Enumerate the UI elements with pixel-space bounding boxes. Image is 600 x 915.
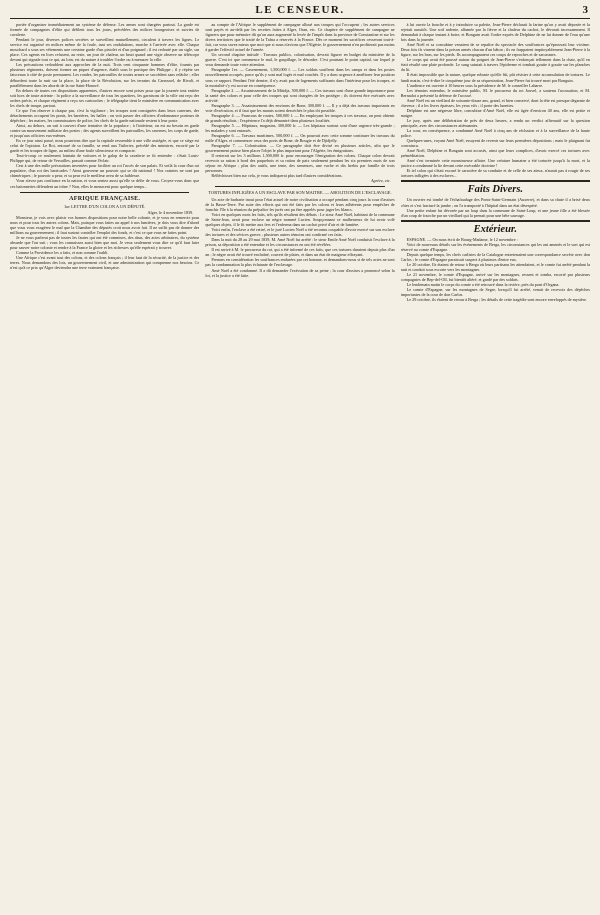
- paragraph: Monsieur, je vois avec plaisir vos bonnes dispositions pour notre belle colonie, et je vous en remercie pour nous et pour tous les autres colons. Mais, puisque vous faites un appel à nos lumières, je dois vous dire d'abord que vous vous exagérez le mal que la Chambre des députés croit nous avoir fait. Il ne suffit pas de donner des millions au gouvernement ; il faut surtout contrôler l'emploi des fonds, et c'est ce que vous ne faites point.: [10, 214, 200, 236]
- section-heading-faits-divers: Faits Divers.: [467, 184, 524, 196]
- paragraph: Le 20 octobre, Ils étaient de retour à Berga où leurs partisans les attendaient, et le comte fut arrêté pendant la nuit et conduit sous escorte vers les montagnes.: [400, 261, 590, 272]
- paragraph: Paragraphe 5. — Hôpitaux, magasins, 300,000 fr. — Les hôpitaux surtout sont d'une urgence très-grande ; les malades y sont entassés.: [205, 122, 395, 133]
- paragraph: Amé s'est terminée cette monstrueuse affaire. Une créature humaine a été torturée jusqu'à la mort, et la justice a condamné la lie devant cette exécrable doctrine !: [400, 158, 590, 169]
- paragraph: ESPAGNE. — On nous écrit de Bourg-Madame, le 12 novembre :: [406, 236, 518, 242]
- paragraph: Réfléchissez bien sur cela, je vous indiquerai plus tard d'autres considérations.: [211, 173, 343, 179]
- paragraph: Une petite enfant fut dévorée par un loup dans la commune de Saint-Loup, et une jeune fille a été blessée d'un coup de fourche par un vieillard qui la prenait pour une bête sauvage.: [400, 207, 590, 218]
- column-3: [401, 22, 590, 910]
- page-number: 3: [582, 4, 588, 16]
- paragraph: à lui ouvrir la bouche et à y introduire sa palette, Jean-Pierre déclarait la farine qu'on y avait déposée et la rejetait aussitôt. Une soif ardente, allumée par la fièvre et la chaleur du cachot, le dévorait incessamment. Il demandait à chaque instant à boire, et Bonguin avait l'ordre exprès de Delphine de ne lui donner de l'eau qu'une fois dans la journée.: [400, 22, 590, 43]
- paragraph: Il est arrivé à M. le procureur du roi, qui a été informé de ces faits, que ces tortures duraient depuis plus d'un an ; le nègre avait été trouvé enchaîné, couvert de plaies, et dans un état de maigreur effrayant.: [205, 247, 395, 258]
- masthead: [10, 4, 590, 19]
- newspaper-title: LE CENSEUR.: [255, 4, 345, 16]
- article-columns: [10, 22, 590, 910]
- paragraph: Paragraphe 1er. — Casernement, 1,500,000 f. — Les soldats souffrent dans les camps et dans les postes nouvellement occupés, parce qu'ils y sont mal logés et mal couchés. Il y a donc urgence à améliorer leur position sous ce rapport. Pendant l'été dernier, il n'y avait pas de logements suffisants dans l'intérieur pour les troupes, et la mortalité s'y est accrue en conséquence.: [205, 67, 395, 88]
- paragraph: Pendant le jour, diverses polices secrètes se surveillent mutuellement, circulent à travers les lignes. Le service est organisé en milices même de la foule, tant ses ondulations, marche à l'arrivée avec elle. Chaque mouchard a sous ses vêtements une certaine garde d'un pistolet et d'un poignard ; il est redouté par un sigle, sur place. Ces agents en lices refusent, au reste, un jour de chaleur, un bruit quand une vigie observe un téléscope devant qui signale tout ce qui, au loin, est du nature à troubler l'ordre ou à menacer la ville.: [10, 37, 200, 63]
- section-heading-exterieur: Extérieur.: [473, 223, 518, 235]
- section-divider: [401, 220, 590, 222]
- paragraph: Les précautions redoublent aux approches de la nuit. Trois cent cinquante hommes d'élite, fournis par plusieurs régiments, doivent former un piquet d'urgence, établi sous le portique des Philippe ; il y répète ses faisceaux à côté de poste permanent. Les rondes, les patrouilles de toutes armes se succèdent sans relâche ; elles débordent toute la nuit sur la place, la place de la Révolution, sur les terrains du Carrousel, de Rivoli, et parallèlement dans les abords de la rue Saint-Honoré.: [10, 62, 200, 88]
- paragraph: Le lendemain matin le corps du comte a été retrouvé dans la rivière, près du pont d'Organa.: [406, 282, 560, 288]
- paragraph: Paragraphe 7. — Colonisation. — Ce paragraphe doit être divisé en plusieurs articles, afin que le gouvernement puisse bien placer l'objet le plus important pour l'Algérie, les émigrations.: [205, 143, 395, 154]
- paragraph: Tout-à-coup ce roulement lointain de voitures et le galop de la cavalerie se fit entendre : c'était Louis-Philippe qui, de retour de Versailles, passait comme l'éclair.: [10, 153, 200, 164]
- paragraph: portée d'organiser immédiatement un système de défense. Les armes sont chargées partout. La garde est formée de compagnies d'élite qui défilent tous les jours, précédées des milices bourgeoises et suivies de cavalerie.: [10, 22, 200, 38]
- paragraph: Dans la nuit du 28 au 29 mai 1839, M. Amé Noël fut arrêté : le sieur Emile Amé Noël conduisit l'esclave à la prison, sa déposition a été entendue et les circonstances en ont été révélées.: [205, 237, 395, 248]
- paragraph: En dehors de toutes ces dispositions apparentes, d'autres encore sont prises pour que la journée tout entière soit hors de toute atteinte : la police a la surveillance de tous les quartiers, les garnisons de la ville ont reçu des ordres précis, et chaque régiment a reçu ses cartouches ; le télégraphe tient le ministère en communication avec les chefs de troupe, partout.: [10, 87, 200, 108]
- paragraph: Voici en quelques mots les faits, tels qu'ils résultent des débats : Le sieur Amé Noël, habitant de la commune de Saint-Jean, avait pour esclave un nègre nommé Lucien. Soupçonnant ce malheureux de lui avoir volé quelques objets, il le fit mettre aux fers et l'enferma dans un cachot privé d'air et de lumière.: [205, 212, 395, 228]
- paragraph: L'audience est ouverte à 10 heures sous la présidence de M. le conseiller Labarre.: [406, 82, 544, 88]
- paragraph: Comme la Providence les a faits, et non comme l'oubli.: [16, 250, 109, 256]
- paragraph: La cour, en conséquence, a condamné Amé Noël à cinq ans de réclusion et à la surveillance de la haute police.: [400, 127, 590, 139]
- letter-dateline: Alger, le 4 novembre 1839.: [147, 209, 194, 215]
- letter-signoff: Agréez, etc.: [371, 178, 391, 184]
- paragraph: Voici de nouveaux détails sur les événements de Berga, les circonstances qui les ont amenés et le sort qui est réservé au comte d'Espagne.: [400, 241, 590, 252]
- paragraph: au compte de l'Afrique le supplément de campagne alloué aux troupes qui l'occupent ; les autres services sont payés et au-delà par les recettes faites à Alger, Oran, etc. Ce chapitre de supplément de campagne ne figurera que pour mémoire dû qu'on aura augmenté la levée de l'impôt dans la province de Constantine et sur les divers territoires que le traité de la Tafna a réservés à la France. Dès ce moment les sacrifices cesseront tout-à-fait, car vous savez mieux que moi que si nous n'avions que l'Algérie, le gouvernement n'en profiterait pas moins à garder l'effectif actuel de l'armée.: [205, 22, 395, 53]
- paragraph: Amé Noël a été condamné. Il a dû demander l'exécution de sa peine ; la cour d'assises a prononcé selon la loi, et la justice a été faite.: [205, 267, 395, 278]
- paragraph: Amé Noël et sa concubine venaient de se repaître du spectacle des souffrances qu'éprouvait leur victime. Deux fois ils vinrent dans la prison armés chacun d'un bâton ; ils en frappaient impitoyablement Jean-Pierre à la figure, sur les bras, sur les pieds. Ils accompagnaient ces coups de reproches et de sarcasmes.: [400, 42, 590, 58]
- paragraph: Le 21 novembre, le comte d'Espagne, arrivé sur les montagnes, ressent et tomba, escorté par plusieurs compagnies de Bep-del-Oll, fut bientôt altéré, et gardé par des soldats.: [400, 271, 590, 283]
- paragraph: Le comte d'Espagne, sur les montagnes de Segre, lorsqu'il fut arrêté, venait de recevoir des dépêches importantes de la cour de don Carlos.: [400, 287, 590, 298]
- section-subheading: 1re LETTRE D'UN COLON A UN DÉPUTÉ.: [63, 203, 146, 209]
- section-heading-africa: AFRIQUE FRANÇAISE.: [69, 195, 141, 202]
- paragraph: Quelques-unes, voyant Amé Noël, essayent de revenir sur leurs premières dépositions ; mais le plaignant fut convaincu.: [400, 138, 590, 149]
- paragraph: Vous n'avez pas confiance en la nation, et vous sentez aussi qu'elle se défie de vous. Croyez-vous donc que ces baïonnettes défendent un trône ? Non, elles le menacent pour quelque temps...: [10, 178, 200, 189]
- paragraph: Un ouvrier est tombé de l'échafaudage des Ponts-Saint-Germain (Auxerre), et dans sa chute il a brisé deux côtes et s'est fracturé la jambe ; on l'a transporté à l'hôpital dans un état désespéré.: [400, 197, 590, 208]
- paragraph: Amé Noël est un vieillard de soixante-douze ans, grand, et bien conservé, dont la tête est presque dégarnie de cheveux ; il a les livres épaisses, les yeux vifs ; il porte des lunettes.: [400, 97, 590, 108]
- section-divider: [20, 192, 189, 193]
- paragraph: Le jury, après une délibération de près de deux heures, a rendu un verdict affirmatif sur la question principale, avec des circonstances atténuantes.: [400, 117, 590, 128]
- paragraph: Delphine est une négresse libre, concubine d'Amé Noël, elle est âgée d'environ 40 ans, elle est petite et maigre.: [400, 107, 590, 118]
- paragraph: Le corps qui avait été poussé autour du poignet de Jean-Pierre s'enfonçait tellement dans la chair, qu'il en était résulté une plaie profonde. Le sang suintait à travers l'épiderme et tombait goutte à goutte sur les planches du lit.: [400, 57, 590, 73]
- paragraph: Je ne vous parlerai pas de toutes les fautes qui ont été commises, des abus, des actes arbitraires, du système absurde que l'on suit ; vous les connaissez aussi bien que moi. Je veux seulement vous dire ce qu'il faut faire pour sauver notre colonie et rendre à la France la gloire et les richesses qu'elle espérait y trouver.: [10, 235, 200, 251]
- section-divider: [401, 180, 590, 182]
- paragraph: Ainsi, au dehors, on sait à couvert d'une tentative de la populace ; à l'intérieur, on est au besoin en garde contre un mouvement militaire des postes ; des agents surveillent les patrouilles, les casernes, les corps de garde, et jusqu'aux officiers eux-mêmes.: [10, 122, 200, 139]
- paragraph: Amé Noël, Delphine et Bonguin sont accusés, ainsi que leurs complices, d'avoir exercé ces tortures avec préméditation.: [400, 148, 590, 159]
- paragraph: Il resterait sur les 3 millions 1,500,000 fr. pour encourager l'émigration des colons. Chaque colon devrait recevoir sa ration à bord des paquebots et sa ration de paix seulement pendant les six premiers mois de son séjour en Afrique ; plus des outils, une tente, des semences, une vache et dix brebis par famille de trois personnes.: [205, 153, 395, 174]
- paragraph: Ce que l'on observe à chaque pas, c'est la vigilance ; les troupes sont consignées dans leurs casernes, des détachements occupent les ponts, les barrières, les halles ; on voit passer des officiers d'ordonnance porteurs de dépêches ; les maires, les commissaires de police, les chefs de la garde nationale restent à leur poste.: [10, 107, 200, 123]
- paragraph: Paragraphe 6. — Travaux maritimes, 500,000 f. — On pourrait avec cette somme continuer les travaux du môle d'Alger, et commencer ceux des ports de Bone, de Bougie et de Djidjelly.: [205, 133, 395, 144]
- paragraph: Cest à une des mille précautions inventées pour faciliter au roi l'accès de son palais. Et voilà la cour d'un roi populaire, d'un roi des barricades ! Ainsi gouverne un pouvoir qui se dit national ! Nos craintes ne sont pas chimériques ; le pouvoir a peur, et sa peur est le meilleur aveu de sa faiblesse.: [10, 163, 200, 179]
- paragraph: Et tel colon qui s'était excusé le caractère de sa conduite et de celle de ses aïeux, n'aurait pas à rougir de ses tortures infligées à des esclaves...: [400, 168, 590, 179]
- paragraph: Paragraphe 4. — Francous de routes, 500,000 f. — En employant les troupes à ces travaux, on peut obtenir de grands résultats ; l'expérience l'a déjà démontré dans plusieurs localités.: [205, 112, 395, 123]
- paragraph: Paragraphe 3. — Assainissement des environs de Bone, 300,000 f. — Il y a déjà des travaux importants en voie d'exécution, et il faut que les marais soient desséchés le plus tôt possible.: [205, 102, 395, 113]
- column-2: [205, 22, 394, 910]
- column-1: [10, 22, 199, 910]
- paragraph: En ce jour ainsi passé, nous pourrions dire que la capitale ressemble à une ville assiégée, et que ce siège est celui de l'opinion. Le Roi, entouré de sa famille, se rend aux Tuileries, précédé des ministres, escorté par la garde et les troupes de ligne, au milieu d'une foule silencieuse et compacte.: [10, 138, 200, 154]
- paragraph: Une Afrique c'est avant tout des colons, et des colons français ; il leur faut de la sécurité, de la justice et des terres. Nous demandons des lois, un gouvernement civil, et une administration qui comprenne nos besoins. Ce n'est qu'à ce prix qu'Alger deviendra une terre vraiment française.: [10, 255, 200, 271]
- paragraph: Paragraphe 2. — Assainissement de la Mitidja, 500,000 f. — Ces travaux sont d'une grande importance pour la santé des colons et pour celle des troupes qui sont chargées de les protéger ; ils doivent être exécutés avec activité.: [205, 87, 395, 103]
- paragraph: Les témoins entendus, le ministère public, M. le procureur du roi Jouvel, a soutenu l'accusation, et M. Bernadot a présenté la défense de l'accusé.: [400, 87, 590, 98]
- section-divider: [215, 186, 384, 187]
- paragraph: Depuis quelque temps, les chefs carlistes de la Catalogne entretenaient une correspondance secrète avec don Carlos ; le comte d'Espagne paraissait suspect à plusieurs d'entre eux.: [400, 251, 590, 262]
- paragraph: Le 29 octobre, ils étaient de retour à Berga ; les détails de cette tragédie sont encore enveloppés de mystère.: [406, 297, 587, 303]
- paragraph: Prenons en considération les souffrances endurées par cet homme, et demandons-nous si de tels actes ne sont pas la condamnation la plus éclatante de l'esclavage.: [205, 257, 395, 268]
- paragraph: Il était impossible que la nature, quelque robuste qu'elle fût, pût résister à cette accumulation de tortures. Le lundi matin, c'est-à-dire le cinquième jour de sa séquestration, Jean-Pierre fut trouvé mort par Bonguin.: [400, 72, 590, 83]
- paragraph: Voici enfin, l'esclave a été retiré, et le juré Lucien Noël a été reconnu coupable d'avoir exercé sur son esclave des tortures et des sévices graves ; plusieurs autres témoins ont confirmé ces faits.: [205, 227, 395, 238]
- section-heading-tortures: TORTURES INFLIGÉES A UN ESCLAVE PAR SON MAITRE. — ABOLITION DE L'ESCLAVAGE.: [208, 190, 392, 196]
- paragraph: Un acte de barbarie inouï pour l'état actuel de notre civilisation a occupé pendant cinq jours la cour d'assises de la Basse-Terre. Par suite des efforts qui ont été faits par les colons et leurs adhérents pour empêcher de franchir l'île à la réunion du préjudice les jurés ont pu être appelés pour juger les blancs.: [205, 196, 395, 212]
- paragraph: Un second chapitre intitulé : Travaux publics, colonisation, devrait figurer en budget du ministère de la guerre. C'est ici que commence le mal, le gaspillage, le désordre. C'est pourtant le point capital, sur lequel je vous demande toute votre attention.: [205, 52, 395, 68]
